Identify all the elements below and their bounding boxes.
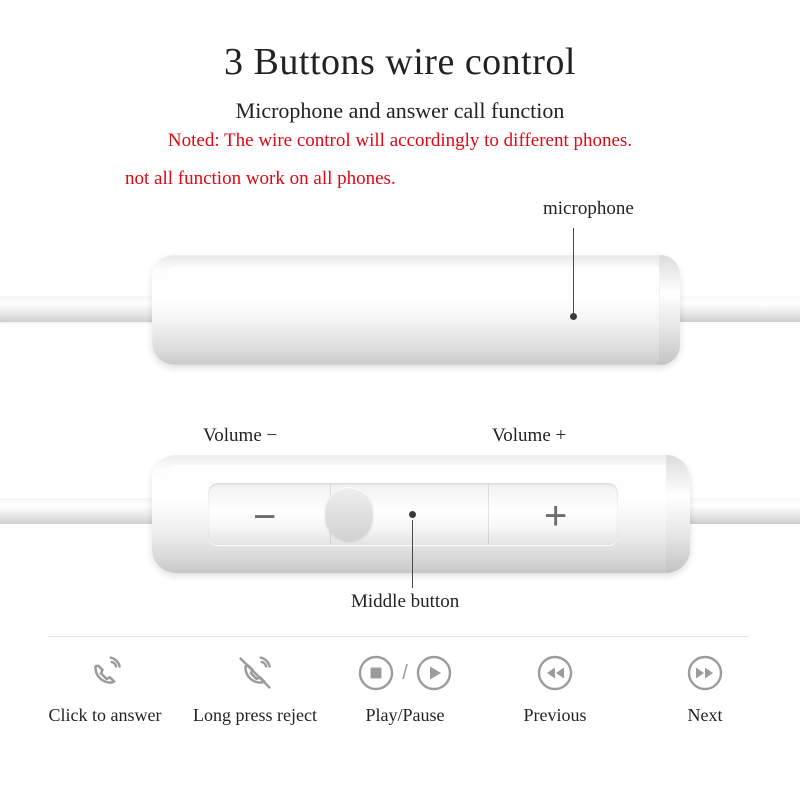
phone-call-icon: [82, 650, 128, 696]
cable-segment-right-lower: [678, 498, 800, 524]
volume-up-label: Volume +: [492, 425, 567, 446]
note-line-1: Noted: The wire control will accordingly to different phones.: [167, 130, 633, 151]
fast-forward-icon: [685, 653, 725, 693]
volume-down-label: Volume −: [203, 425, 278, 446]
middle-button-dot: [409, 511, 416, 518]
legend-caption: Previous: [523, 705, 587, 725]
page-title: 3 Buttons wire control: [224, 41, 576, 83]
cable-segment-left-upper: [0, 296, 165, 322]
section-divider: [48, 636, 748, 637]
legend-item-previous: [480, 645, 630, 726]
microphone-pinhole-dot: [570, 313, 577, 320]
legend-caption: Long press reject: [193, 705, 317, 725]
rewind-icon: [535, 653, 575, 693]
stop-icon: [356, 653, 396, 693]
microphone-leader-line: [573, 228, 574, 314]
legend-caption: Play/Pause: [365, 705, 445, 725]
phone-hangup-icon: [232, 650, 278, 696]
microphone-capsule-end-cap: [660, 255, 680, 365]
legend-item-next: [630, 645, 780, 726]
function-legend: [30, 645, 770, 726]
middle-button-leader-line: [412, 520, 413, 588]
legend-item-long-press-reject: [180, 645, 330, 726]
volume-up-button[interactable]: +: [544, 494, 568, 538]
rocker-highlight: [325, 487, 373, 541]
legend-caption: Click to answer: [48, 705, 162, 725]
button-divider-right: [488, 484, 489, 544]
page-subtitle: Microphone and answer call function: [235, 98, 565, 123]
volume-down-button[interactable]: −: [253, 495, 277, 539]
microphone-capsule: [152, 255, 680, 365]
cable-segment-left-lower: [0, 498, 158, 524]
cable-segment-right-upper: [672, 296, 800, 322]
legend-item-click-to-answer: [30, 645, 180, 726]
note-line-2: not all function work on all phones.: [125, 168, 396, 189]
legend-caption: Next: [687, 705, 723, 725]
middle-button-label: Middle button: [351, 591, 460, 612]
wire-control-capsule-end-cap: [666, 455, 690, 573]
play-icon: [414, 653, 454, 693]
legend-item-play-pause: [330, 645, 480, 726]
microphone-label: microphone: [543, 198, 634, 219]
legend-separator: /: [402, 661, 408, 684]
